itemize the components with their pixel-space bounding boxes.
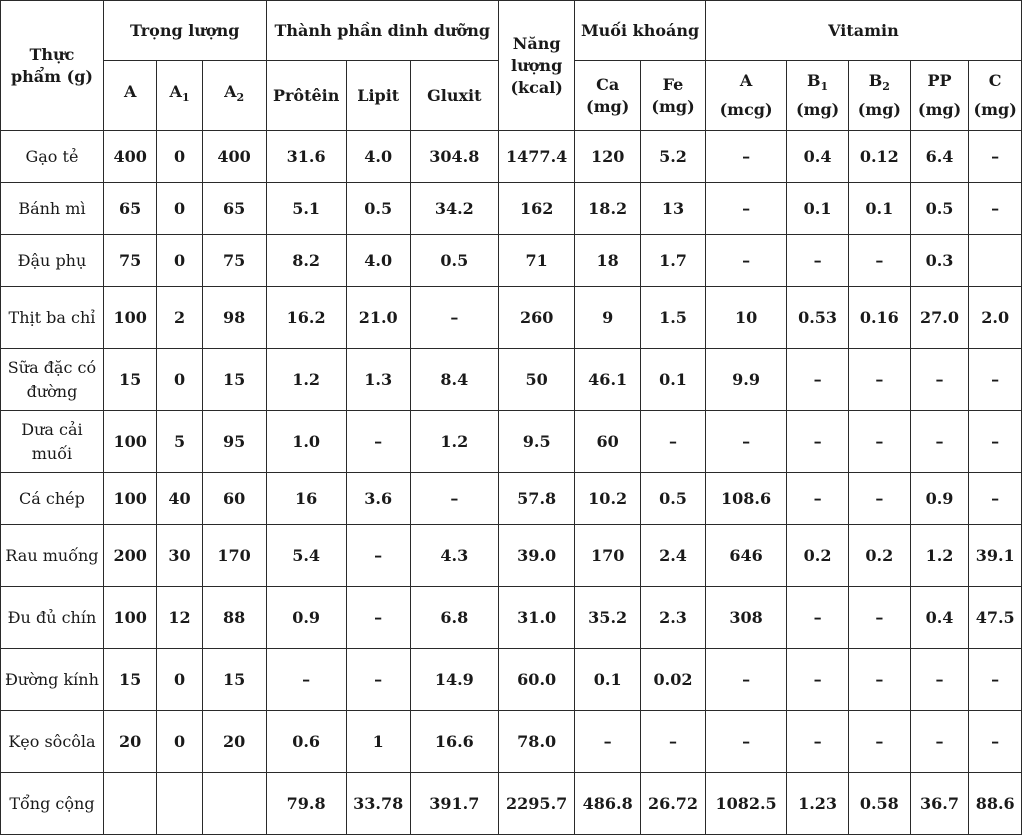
total-value-cell: 36.7 xyxy=(910,773,969,835)
value-cell: 15 xyxy=(103,649,157,711)
nutrient-subheader-gluxit: Gluxit xyxy=(410,61,499,131)
energy-column-header: Năng lượng (kcal) xyxy=(499,1,575,131)
value-cell: – xyxy=(705,183,786,235)
value-cell: 6.8 xyxy=(410,587,499,649)
value-cell: 20 xyxy=(202,711,266,773)
value-cell: 35.2 xyxy=(575,587,641,649)
table-row xyxy=(1,287,1022,349)
value-cell: 15 xyxy=(202,649,266,711)
total-value-cell: 391.7 xyxy=(410,773,499,835)
value-cell: – xyxy=(266,649,346,711)
weight-subheader-a: A xyxy=(103,61,157,131)
vitamin-subheader-c: C (mg) xyxy=(969,61,1022,131)
value-cell: 1.2 xyxy=(410,411,499,473)
value-cell: – xyxy=(641,711,706,773)
value-cell: 75 xyxy=(103,235,157,287)
value-cell: 8.4 xyxy=(410,349,499,411)
value-cell: 50 xyxy=(499,349,575,411)
total-value-cell: 1.23 xyxy=(787,773,849,835)
value-cell: 65 xyxy=(202,183,266,235)
value-cell: 120 xyxy=(575,131,641,183)
total-value-cell: 79.8 xyxy=(266,773,346,835)
value-cell: 0 xyxy=(157,711,202,773)
value-cell: 27.0 xyxy=(910,287,969,349)
value-cell: – xyxy=(848,711,910,773)
value-cell: 39.0 xyxy=(499,525,575,587)
total-value-cell: 88.6 xyxy=(969,773,1022,835)
value-cell: 2.0 xyxy=(969,287,1022,349)
value-cell: 400 xyxy=(103,131,157,183)
value-cell: 88 xyxy=(202,587,266,649)
value-cell: – xyxy=(705,131,786,183)
value-cell: 78.0 xyxy=(499,711,575,773)
table-row xyxy=(1,473,1022,525)
value-cell: – xyxy=(410,287,499,349)
value-cell: 4.0 xyxy=(346,235,410,287)
value-cell: – xyxy=(787,711,849,773)
value-cell: 60 xyxy=(575,411,641,473)
value-cell: 108.6 xyxy=(705,473,786,525)
value-cell: – xyxy=(910,711,969,773)
value-cell: – xyxy=(848,587,910,649)
value-cell: 31.0 xyxy=(499,587,575,649)
value-cell: 0 xyxy=(157,131,202,183)
food-name-cell: Gạo tẻ xyxy=(1,131,104,183)
value-cell: 100 xyxy=(103,473,157,525)
value-cell: – xyxy=(969,711,1022,773)
value-cell: – xyxy=(705,649,786,711)
value-cell: 0 xyxy=(157,349,202,411)
food-name-cell: Thịt ba chỉ xyxy=(1,287,104,349)
header-row-top xyxy=(1,1,1022,61)
value-cell: 260 xyxy=(499,287,575,349)
value-cell: 13 xyxy=(641,183,706,235)
value-cell: 1.5 xyxy=(641,287,706,349)
value-cell: 0.2 xyxy=(848,525,910,587)
value-cell: 34.2 xyxy=(410,183,499,235)
table-row xyxy=(1,711,1022,773)
total-value-cell xyxy=(202,773,266,835)
value-cell: – xyxy=(575,711,641,773)
value-cell: 5 xyxy=(157,411,202,473)
value-cell: 0.9 xyxy=(910,473,969,525)
weight-subheader-a2: $A_2$ xyxy=(202,61,266,131)
value-cell: 1.2 xyxy=(266,349,346,411)
value-cell: 95 xyxy=(202,411,266,473)
value-cell: 98 xyxy=(202,287,266,349)
value-cell: 646 xyxy=(705,525,786,587)
value-cell: 2.4 xyxy=(641,525,706,587)
value-cell: 60.0 xyxy=(499,649,575,711)
value-cell: 4.3 xyxy=(410,525,499,587)
value-cell: – xyxy=(787,349,849,411)
value-cell: 0.4 xyxy=(787,131,849,183)
value-cell: – xyxy=(787,649,849,711)
value-cell: – xyxy=(848,235,910,287)
food-name-cell: Cá chép xyxy=(1,473,104,525)
value-cell: 9 xyxy=(575,287,641,349)
value-cell: 0.3 xyxy=(910,235,969,287)
total-value-cell: 33.78 xyxy=(346,773,410,835)
value-cell: – xyxy=(787,235,849,287)
value-cell: 2 xyxy=(157,287,202,349)
value-cell: 0.16 xyxy=(848,287,910,349)
value-cell: – xyxy=(910,649,969,711)
food-column-header: Thực phẩm (g) xyxy=(1,1,104,131)
food-name-cell: Đậu phụ xyxy=(1,235,104,287)
value-cell: 100 xyxy=(103,287,157,349)
value-cell: 100 xyxy=(103,587,157,649)
value-cell: 40 xyxy=(157,473,202,525)
value-cell: – xyxy=(969,349,1022,411)
value-cell: 6.4 xyxy=(910,131,969,183)
value-cell: 0.02 xyxy=(641,649,706,711)
value-cell: 14.9 xyxy=(410,649,499,711)
value-cell: – xyxy=(705,235,786,287)
value-cell: 18 xyxy=(575,235,641,287)
value-cell: 20 xyxy=(103,711,157,773)
minerals-group-header: Muối khoáng xyxy=(575,1,706,61)
value-cell: 0.2 xyxy=(787,525,849,587)
value-cell: 9.9 xyxy=(705,349,786,411)
value-cell: 10 xyxy=(705,287,786,349)
value-cell: 9.5 xyxy=(499,411,575,473)
value-cell: 0.6 xyxy=(266,711,346,773)
value-cell: 57.8 xyxy=(499,473,575,525)
value-cell: 39.1 xyxy=(969,525,1022,587)
value-cell: – xyxy=(705,711,786,773)
value-cell: 0.9 xyxy=(266,587,346,649)
value-cell: 65 xyxy=(103,183,157,235)
value-cell: 0.1 xyxy=(848,183,910,235)
value-cell: 47.5 xyxy=(969,587,1022,649)
value-cell: 5.1 xyxy=(266,183,346,235)
food-name-cell: Đu đủ chín xyxy=(1,587,104,649)
value-cell: 1 xyxy=(346,711,410,773)
table-row xyxy=(1,525,1022,587)
value-cell: 15 xyxy=(202,349,266,411)
value-cell: 400 xyxy=(202,131,266,183)
total-value-cell: 26.72 xyxy=(641,773,706,835)
table-row xyxy=(1,183,1022,235)
value-cell: – xyxy=(346,525,410,587)
value-cell: 1.7 xyxy=(641,235,706,287)
value-cell: – xyxy=(969,649,1022,711)
vitamin-subheader-b1: $B_1$ (mg) xyxy=(787,61,849,131)
value-cell: 170 xyxy=(575,525,641,587)
value-cell: – xyxy=(969,411,1022,473)
total-value-cell: 2295.7 xyxy=(499,773,575,835)
value-cell: – xyxy=(848,649,910,711)
value-cell: 5.4 xyxy=(266,525,346,587)
value-cell xyxy=(969,235,1022,287)
value-cell: 4.0 xyxy=(346,131,410,183)
value-cell: 10.2 xyxy=(575,473,641,525)
food-name-cell: Kẹo sôcôla xyxy=(1,711,104,773)
value-cell: – xyxy=(346,411,410,473)
table-row xyxy=(1,235,1022,287)
value-cell: – xyxy=(848,349,910,411)
nutrient-group-header: Thành phần dinh dưỡng xyxy=(266,1,499,61)
value-cell: 162 xyxy=(499,183,575,235)
value-cell: 0.1 xyxy=(575,649,641,711)
mineral-subheader-fe: Fe (mg) xyxy=(641,61,706,131)
value-cell: 1.3 xyxy=(346,349,410,411)
nutrient-subheader-lipit: Lipit xyxy=(346,61,410,131)
table-row xyxy=(1,649,1022,711)
value-cell: 0.5 xyxy=(410,235,499,287)
value-cell: 16.2 xyxy=(266,287,346,349)
value-cell: 0.1 xyxy=(641,349,706,411)
vitamin-subheader-b2: $B_2$ (mg) xyxy=(848,61,910,131)
weight-subheader-a1: $A_1$ xyxy=(157,61,202,131)
value-cell: – xyxy=(910,349,969,411)
value-cell: 200 xyxy=(103,525,157,587)
value-cell: 16 xyxy=(266,473,346,525)
value-cell: 0.5 xyxy=(346,183,410,235)
food-name-cell: Sữa đặc có đường xyxy=(1,349,104,411)
value-cell: 0 xyxy=(157,183,202,235)
value-cell: 46.1 xyxy=(575,349,641,411)
value-cell: – xyxy=(641,411,706,473)
value-cell: 12 xyxy=(157,587,202,649)
value-cell: 100 xyxy=(103,411,157,473)
value-cell: – xyxy=(410,473,499,525)
value-cell: – xyxy=(969,183,1022,235)
value-cell: 1.0 xyxy=(266,411,346,473)
value-cell: – xyxy=(787,411,849,473)
vitamin-group-header: Vitamin xyxy=(705,1,1021,61)
value-cell: – xyxy=(848,411,910,473)
value-cell: 2.3 xyxy=(641,587,706,649)
nutrient-subheader-protein: Prôtêin xyxy=(266,61,346,131)
value-cell: – xyxy=(910,411,969,473)
value-cell: – xyxy=(705,411,786,473)
value-cell: – xyxy=(969,131,1022,183)
value-cell: 0.5 xyxy=(641,473,706,525)
total-value-cell: 1082.5 xyxy=(705,773,786,835)
value-cell: 304.8 xyxy=(410,131,499,183)
table-row xyxy=(1,349,1022,411)
total-label-cell: Tổng cộng xyxy=(1,773,104,835)
value-cell: 60 xyxy=(202,473,266,525)
value-cell: 170 xyxy=(202,525,266,587)
food-name-cell: Rau muống xyxy=(1,525,104,587)
value-cell: 18.2 xyxy=(575,183,641,235)
total-value-cell xyxy=(103,773,157,835)
food-name-cell: Đường kính xyxy=(1,649,104,711)
table-row xyxy=(1,587,1022,649)
value-cell: 30 xyxy=(157,525,202,587)
vitamin-subheader-a: A (mcg) xyxy=(705,61,786,131)
total-value-cell: 486.8 xyxy=(575,773,641,835)
value-cell: 1477.4 xyxy=(499,131,575,183)
value-cell: 1.2 xyxy=(910,525,969,587)
value-cell: 0.1 xyxy=(787,183,849,235)
value-cell: – xyxy=(787,473,849,525)
value-cell: 0.12 xyxy=(848,131,910,183)
food-name-cell: Dưa cải muối xyxy=(1,411,104,473)
value-cell: 0.53 xyxy=(787,287,849,349)
table-row xyxy=(1,131,1022,183)
value-cell: 75 xyxy=(202,235,266,287)
value-cell: 8.2 xyxy=(266,235,346,287)
value-cell: – xyxy=(346,587,410,649)
value-cell: 21.0 xyxy=(346,287,410,349)
vitamin-subheader-pp: PP (mg) xyxy=(910,61,969,131)
mineral-subheader-ca: Ca (mg) xyxy=(575,61,641,131)
value-cell: 0 xyxy=(157,235,202,287)
value-cell: 16.6 xyxy=(410,711,499,773)
value-cell: 0.5 xyxy=(910,183,969,235)
food-name-cell: Bánh mì xyxy=(1,183,104,235)
value-cell: 3.6 xyxy=(346,473,410,525)
value-cell: 0.4 xyxy=(910,587,969,649)
total-row xyxy=(1,773,1022,835)
value-cell: – xyxy=(787,587,849,649)
table-header xyxy=(1,1,1022,131)
value-cell: 15 xyxy=(103,349,157,411)
value-cell: 31.6 xyxy=(266,131,346,183)
total-value-cell: 0.58 xyxy=(848,773,910,835)
value-cell: – xyxy=(848,473,910,525)
table-body xyxy=(1,131,1022,835)
value-cell: – xyxy=(969,473,1022,525)
weight-group-header: Trọng lượng xyxy=(103,1,266,61)
value-cell: 71 xyxy=(499,235,575,287)
value-cell: 0 xyxy=(157,649,202,711)
value-cell: 5.2 xyxy=(641,131,706,183)
total-value-cell xyxy=(157,773,202,835)
value-cell: – xyxy=(346,649,410,711)
table-row xyxy=(1,411,1022,473)
value-cell: 308 xyxy=(705,587,786,649)
